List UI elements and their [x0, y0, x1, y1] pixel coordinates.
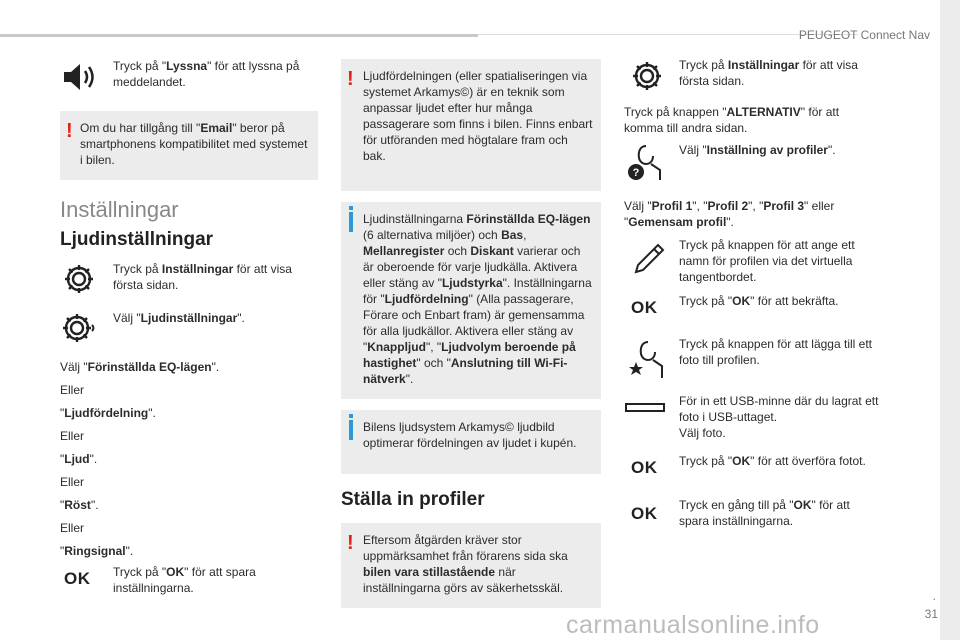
- arkamys-warning-text: Ljudfördelningen (eller spatialiseringen via systemet Arkamys©) är en teknik som anpassar ljudet efter hur många passagerare som finns i bilen. Finns enbart för utföranden med högtalare fram och bak.: [363, 69, 593, 163]
- section-title: Inställningar: [60, 197, 179, 222]
- gear-icon: [630, 59, 664, 93]
- info-icon: [349, 212, 353, 232]
- options-instruction: Tryck på knappen "ALTERNATIV" för att komma till andra sidan.: [624, 105, 840, 135]
- open-settings-instruction: Tryck på Inställningar för att visa första sidan.: [679, 58, 858, 88]
- select-eq-modes: Välj "Förinställda EQ-lägen".: [60, 360, 220, 374]
- pencil-icon: [630, 240, 668, 278]
- or-text: Eller: [60, 429, 85, 443]
- transfer-instruction: Tryck på "OK" för att överföra fotot.: [679, 454, 866, 468]
- watermark: carmanualsonline.info: [566, 611, 820, 639]
- warning-icon: !: [347, 532, 354, 554]
- subsection-title-profiles: Ställa in profiler: [341, 489, 485, 510]
- warning-icon: !: [66, 120, 73, 142]
- usb-instruction: För in ett USB-minne där du lagrat ett foto i USB-uttaget. Välj foto.: [679, 394, 879, 440]
- listen-instruction: Tryck på "Lyssna" för att lyssna på meddelandet.: [113, 59, 300, 89]
- stationary-warning-text: Eftersom åtgärden kräver stor uppmärksamhet från förarens sida ska bilen vara stillastående när inställningarna görs av säkerhetsskäl.: [363, 533, 568, 595]
- page-number: 31: [924, 607, 938, 621]
- running-header: PEUGEOT Connect Nav: [798, 28, 930, 42]
- eq-info-box: [341, 202, 601, 399]
- or-text: Eller: [60, 475, 85, 489]
- option-sound-distribution: "Ljudfördelning".: [60, 406, 156, 420]
- sound-settings-icon: [60, 311, 100, 345]
- speaker-icon: [60, 60, 100, 94]
- info-icon: [349, 420, 353, 440]
- name-instruction: Tryck på knappen för att ange ett namn för profilen via det virtuella tangentbordet.: [679, 238, 855, 284]
- ok-icon: OK: [631, 458, 658, 477]
- or-text: Eller: [60, 521, 85, 535]
- email-warning-box: [60, 111, 318, 180]
- arkamys-warning-box: [341, 59, 601, 191]
- subsection-title-sound: Ljudinställningar: [60, 229, 214, 250]
- save-again-instruction: Tryck en gång till på "OK" för att spara inställningarna.: [679, 498, 850, 528]
- ok-icon: OK: [64, 569, 91, 588]
- select-profile: Välj "Profil 1", "Profil 2", "Profil 3" eller "Gemensam profil".: [624, 199, 835, 229]
- save-instruction: Tryck på "OK" för att spara inställningarna.: [113, 565, 256, 595]
- select-sound-settings: Välj "Ljudinställningar".: [113, 311, 245, 325]
- profile-question-icon: [626, 142, 666, 182]
- usb-port-icon: [625, 403, 665, 412]
- stationary-warning-box: [341, 523, 601, 608]
- top-rule: [0, 34, 478, 37]
- svg-text:?: ?: [632, 167, 640, 179]
- open-settings-instruction: Tryck på Inställningar för att visa första sidan.: [113, 262, 292, 292]
- or-text: Eller: [60, 383, 85, 397]
- gear-icon: [62, 262, 96, 296]
- option-sound: "Ljud".: [60, 452, 98, 466]
- option-ringtone: "Ringsignal".: [60, 544, 134, 558]
- add-photo-instruction: Tryck på knappen för att lägga till ett foto till profilen.: [679, 337, 872, 367]
- continuation-mark: .: [932, 589, 936, 603]
- ok-icon: OK: [631, 504, 658, 523]
- page-edge-tab: [940, 0, 960, 640]
- confirm-instruction: Tryck på "OK" för att bekräfta.: [679, 294, 839, 308]
- email-warning-text: Om du har tillgång till "Email" beror på smartphonens kompatibilitet med systemet i bilen.: [80, 121, 308, 167]
- ok-icon: OK: [631, 298, 658, 317]
- arkamys-info-text: Bilens ljudsystem Arkamys© ljudbild optimerar fördelningen av ljudet i kupén.: [363, 420, 577, 450]
- arkamys-info-box: [341, 410, 601, 474]
- select-profile-settings: Välj "Inställning av profiler".: [679, 143, 836, 157]
- profile-star-icon: [626, 338, 668, 380]
- warning-icon: !: [347, 68, 354, 90]
- option-voice: "Röst".: [60, 498, 99, 512]
- eq-info-text: Ljudinställningarna Förinställda EQ-lägen (6 alternativa miljöer) och Bas, Mellanregister och Diskant varierar och är oberoende för varje ljudkälla. Aktivera eller stäng av "Ljudstyrka". Inställningarna för "Ljudfördelning" (Alla passagerare, Förare och Enbart fram) är gemensamma för alla ljudkällor. Aktivera eller stäng av "Knappljud", "Ljudvolym beroende på hastighet" och "Anslutning till Wi-Fi-nätverk".: [363, 212, 592, 386]
